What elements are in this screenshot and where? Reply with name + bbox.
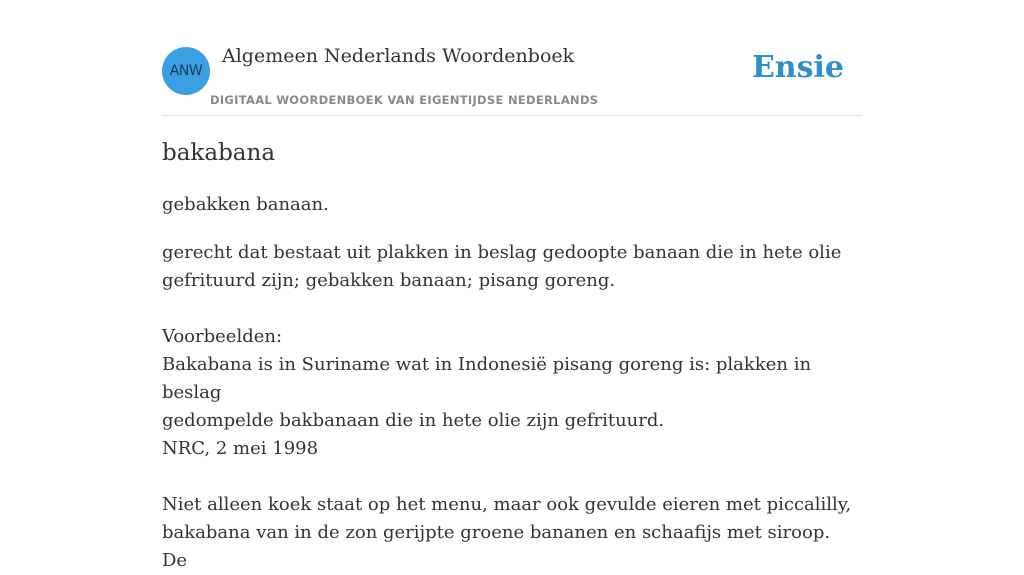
examples-heading: Voorbeelden: — [162, 326, 283, 347]
example-source: NRC, 2 mei 1998 — [162, 438, 319, 459]
definition-line: gefrituurd zijn; gebakken banaan; pisang goreng. — [162, 270, 616, 291]
definition-body — [162, 239, 852, 575]
example-line: gedompelde bakbanaan die in hete olie zijn gefrituurd. — [162, 410, 665, 431]
ensie-logo[interactable]: Ensie — [751, 50, 844, 85]
site-header — [162, 0, 862, 116]
anw-logo[interactable]: ANW — [162, 47, 210, 95]
definition-line: gerecht dat bestaat uit plakken in beslag gedoopte banaan die in hete olie — [162, 242, 842, 263]
example-line: Niet alleen koek staat op het menu, maar ook gevulde eieren met piccalilly, — [162, 494, 852, 515]
site-title[interactable]: Algemeen Nederlands Woordenboek — [222, 45, 575, 67]
example-line: bakabana van in de zon gerijpte groene bananen en schaafijs met siroop. De — [162, 522, 831, 571]
site-subtitle: DIGITAAL WOORDENBOEK VAN EIGENTIJDSE NEDERLANDS — [210, 93, 599, 107]
entry-container — [162, 0, 862, 571]
example-line: Bakabana is in Suriname wat in Indonesië pisang goreng is: plakken in beslag — [162, 354, 812, 403]
headword: bakabana — [162, 140, 276, 166]
short-definition: gebakken banaan. — [162, 194, 329, 215]
